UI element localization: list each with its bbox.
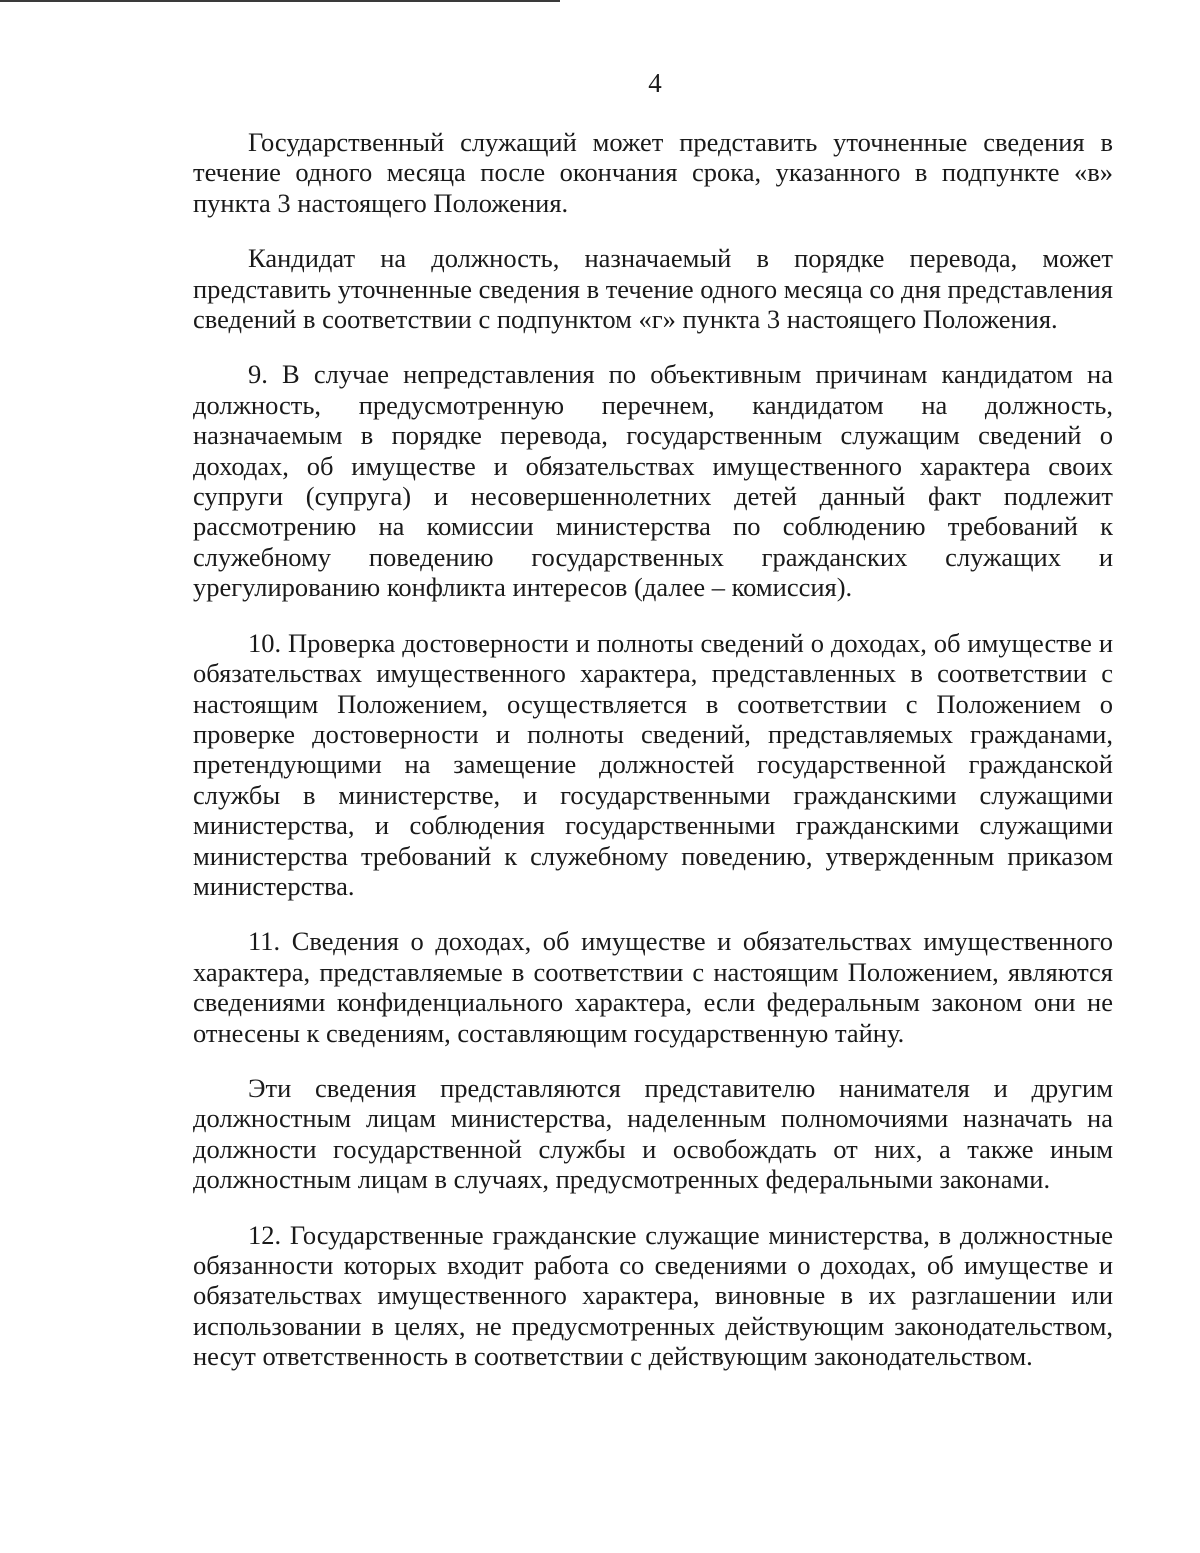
paragraph-clarified-info-servant: Государственный служащий может представить уточненные сведения в течение одного месяца после окончания срока, указанного в подпункте «в» пункта 3 настоящего Положения. (193, 127, 1113, 218)
document-body (193, 127, 1113, 1372)
paragraph-10: 10. Проверка достоверности и полноты сведений о доходах, об имуществе и обязательствах имущественного характера, представленных в соответствии с настоящим Положением, осуществляется в соответствии с Положением о проверке достоверности и полноты сведений, представляемых гражданами, претендующими на замещение должностей государственной гражданской службы в министерстве, и государственными гражданскими служащими министерства, и соблюдения государственными гражданскими служащими министерства требований к служебному поведению, утвержденным приказом министерства. (193, 627, 1113, 901)
page-number: 4 (648, 68, 662, 98)
paragraph-11: 11. Сведения о доходах, об имуществе и обязательствах имущественного характера, представляемые в соответствии с настоящим Положением, являются сведениями конфиденциального характера, если федеральным законом они не отнесены к сведениям, составляющим государственную тайну. (193, 926, 1113, 1048)
paragraph-12: 12. Государственные гражданские служащие министерства, в должностные обязанности которых входит работа со сведениями о доходах, об имуществе и обязательствах имущественного характера, виновные в их разглашении или использовании в целях, не предусмотренных действующим законодательством, несут ответственность в соответствии с действующим законодательством. (193, 1219, 1113, 1372)
paragraph-11-continued: Эти сведения представляются представителю нанимателя и другим должностным лицам министерства, наделенным полномочиями назначать на должности государственной службы и освобождать от них, а также иным должностным лицам в случаях, предусмотренных федеральными законами. (193, 1072, 1113, 1195)
paragraph-9: 9. В случае непредставления по объективным причинам кандидатом на должность, предусмотренную перечнем, кандидатом на должность, назначаемым в порядке перевода, государственным служащим сведений о доходах, об имуществе и обязательствах имущественного характера своих супруги (супруга) и несовершеннолетних детей данный факт подлежит рассмотрению на комиссии министерства по соблюдению требований к служебному поведению государственных гражданских служащих и урегулированию конфликта интересов (далее – комиссия). (193, 359, 1113, 603)
paragraph-clarified-info-candidate: Кандидат на должность, назначаемый в порядке перевода, может представить уточненные сведения в течение одного месяца со дня представления сведений в соответствии с подпунктом «г» пункта 3 настоящего Положения. (193, 243, 1113, 335)
top-rule (0, 0, 560, 2)
